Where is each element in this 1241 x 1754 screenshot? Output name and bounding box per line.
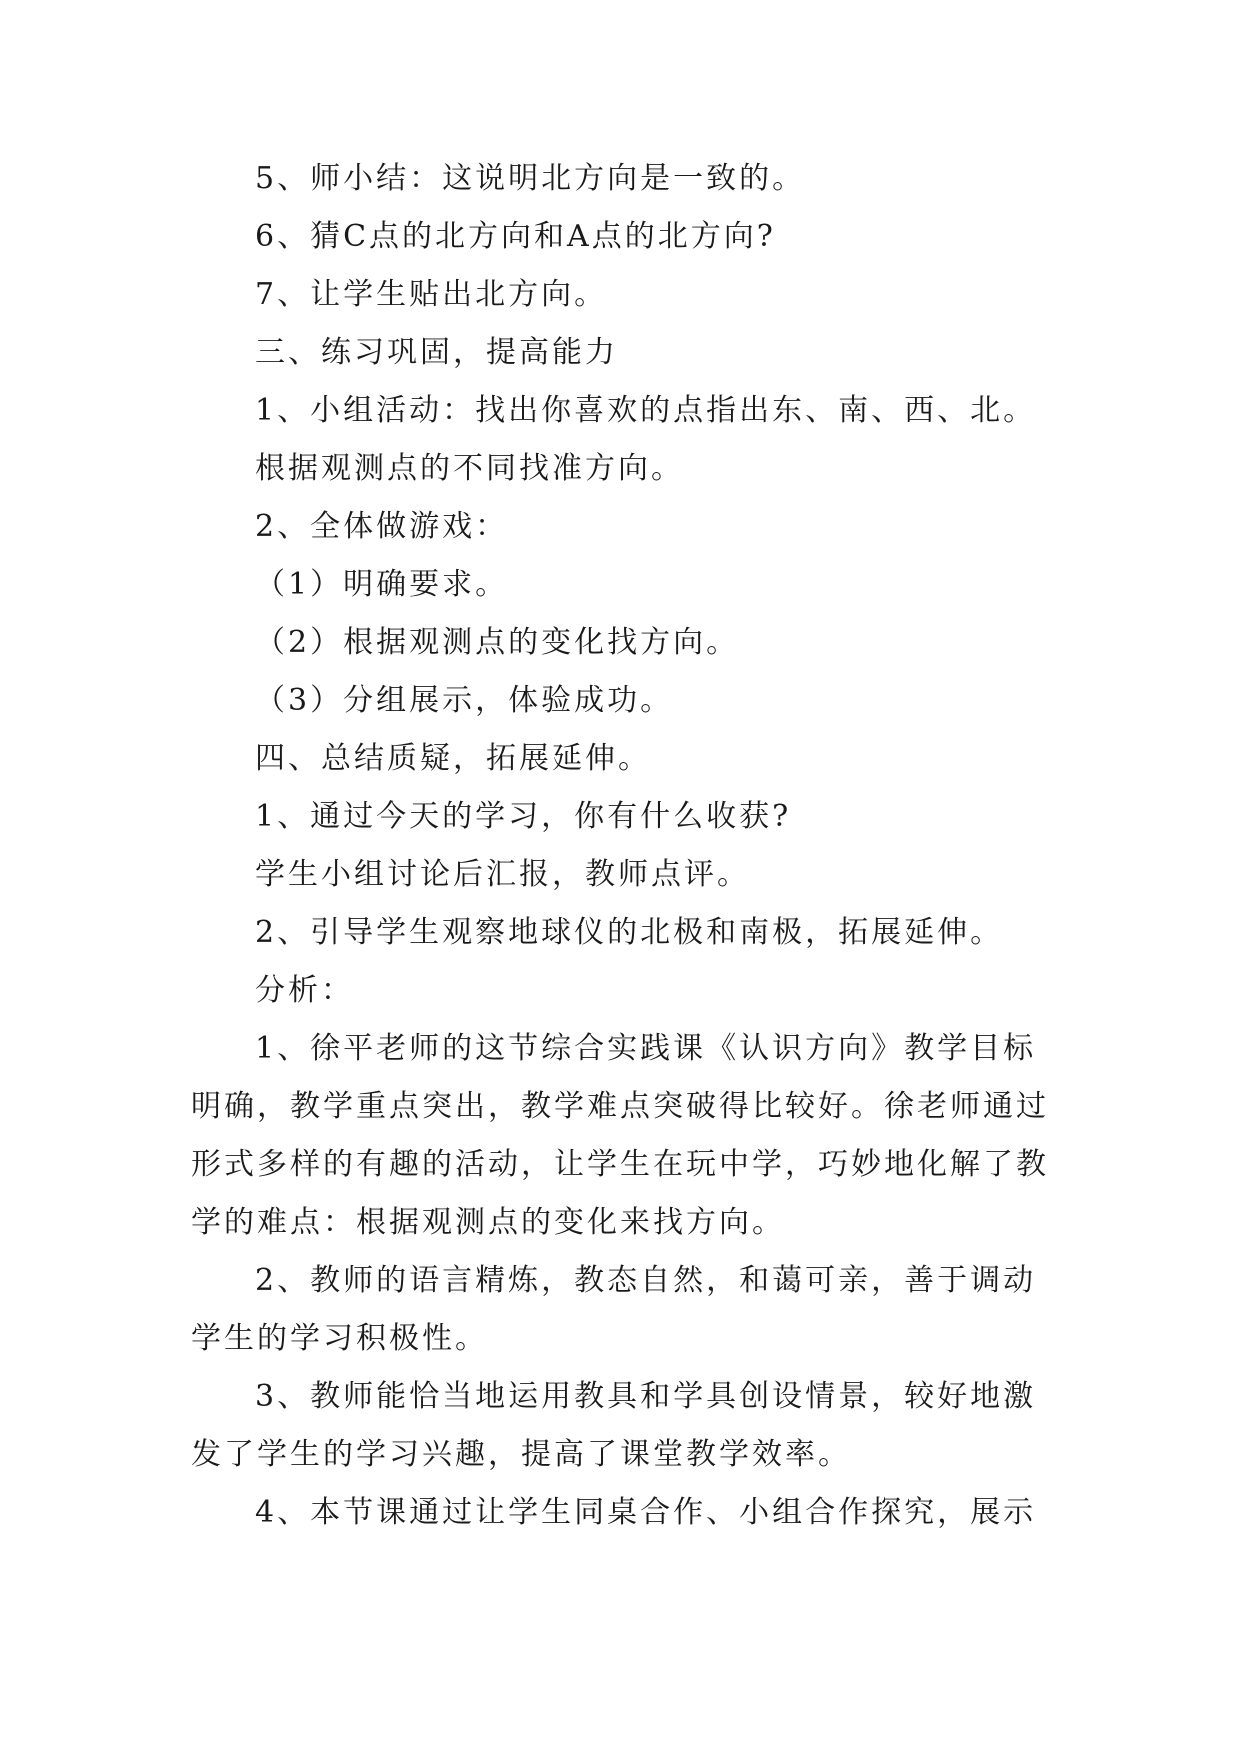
paragraph-line: 4、本节课通过让学生同桌合作、小组合作探究，展示: [255, 1495, 1037, 1530]
paragraph-line: 2、教师的语言精炼，教态自然，和蔼可亲，善于调动: [255, 1263, 1037, 1298]
paragraph-line: 6、猜C点的北方向和A点的北方向?: [255, 219, 776, 254]
section-heading: 分析：: [255, 973, 354, 1008]
paragraph-line: 1、小组活动：找出你喜欢的点指出东、南、西、北。: [255, 393, 1037, 428]
paragraph-line: （3）分组展示，体验成功。: [255, 683, 674, 718]
paragraph-line: 2、全体做游戏：: [255, 509, 509, 544]
paragraph-line: 5、师小结：这说明北方向是一致的。: [255, 161, 806, 196]
paragraph-line: 学的难点：根据观测点的变化来找方向。: [191, 1205, 785, 1240]
paragraph-line: （1）明确要求。: [255, 567, 509, 602]
paragraph-line: 发了学生的学习兴趣，提高了课堂教学效率。: [191, 1437, 851, 1472]
document-body: [191, 150, 1059, 1542]
section-heading: 三、练习巩固，提高能力: [255, 335, 618, 370]
paragraph-line: 明确，教学重点突出，教学难点突破得比较好。徐老师通过: [191, 1089, 1049, 1124]
paragraph-line: 1、徐平老师的这节综合实践课《认识方向》教学目标: [255, 1031, 1037, 1066]
paragraph-line: 根据观测点的不同找准方向。: [255, 451, 684, 486]
paragraph-line: 1、通过今天的学习，你有什么收获?: [255, 799, 792, 834]
paragraph-line: 7、让学生贴出北方向。: [255, 277, 608, 312]
paragraph-line: 3、教师能恰当地运用教具和学具创设情景，较好地激: [255, 1379, 1037, 1414]
paragraph-line: 学生的学习积极性。: [191, 1321, 488, 1356]
paragraph-line: （2）根据观测点的变化找方向。: [255, 625, 740, 660]
paragraph-line: 形式多样的有趣的活动，让学生在玩中学，巧妙地化解了教: [191, 1147, 1049, 1182]
paragraph-line: 2、引导学生观察地球仪的北极和南极，拓展延伸。: [255, 915, 1004, 950]
paragraph-line: 学生小组讨论后汇报，教师点评。: [255, 857, 750, 892]
section-heading: 四、总结质疑，拓展延伸。: [255, 741, 651, 776]
